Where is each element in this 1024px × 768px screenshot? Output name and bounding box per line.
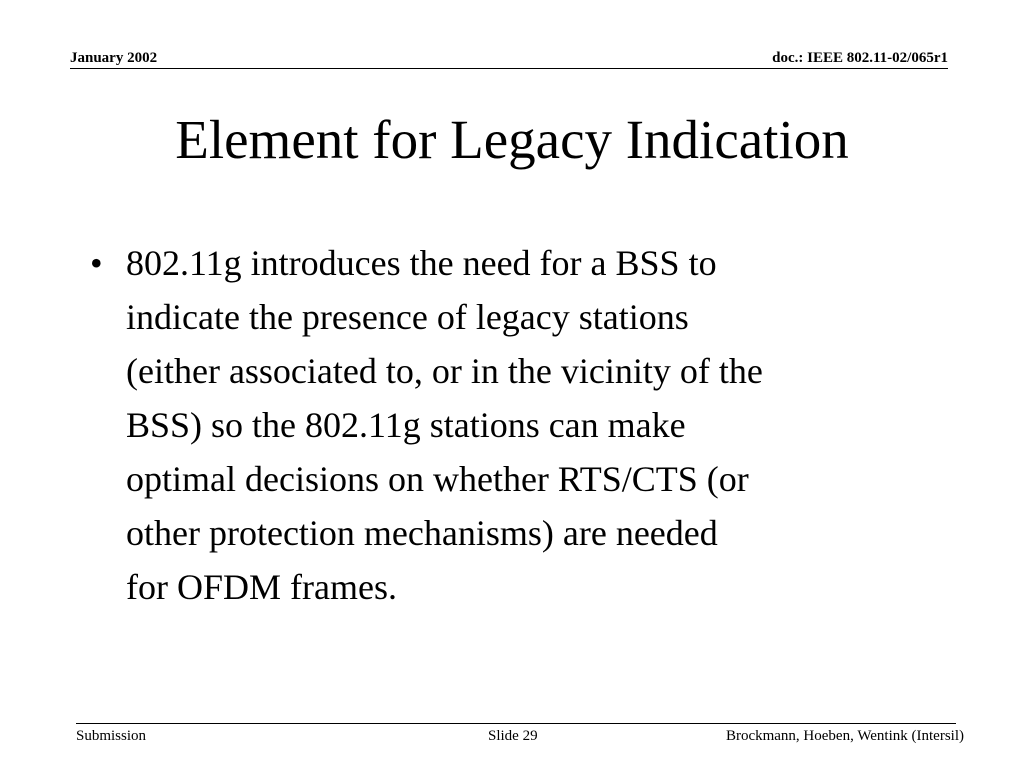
bullet-item [90, 236, 950, 614]
bullet-list [90, 236, 950, 614]
footer-divider [76, 723, 956, 724]
bullet-text-line: BSS) so the 802.11g stations can make [126, 405, 686, 445]
footer-authors: Brockmann, Hoeben, Wentink (Intersil) [725, 728, 964, 744]
bullet-text-line: for OFDM frames. [126, 567, 397, 607]
slide-title: Element for Legacy Indication [175, 109, 849, 170]
header-document-id: doc.: IEEE 802.11-02/065r1 [772, 50, 948, 66]
bullet-text-line: optimal decisions on whether RTS/CTS (or [126, 459, 749, 499]
header-divider [70, 68, 948, 69]
footer-submission-label: Submission [76, 728, 147, 744]
bullet-text-line: 802.11g introduces the need for a BSS to [126, 243, 717, 283]
bullet-text-line: other protection mechanisms) are needed [126, 513, 718, 553]
footer-slide-number: Slide 29 [488, 728, 538, 744]
bullet-text-line: (either associated to, or in the vicinity of the [126, 351, 763, 391]
bullet-text-line: indicate the presence of legacy stations [126, 297, 689, 337]
bullet-point-icon: • [90, 243, 103, 283]
header-date: January 2002 [70, 50, 158, 66]
bullet-text [126, 236, 950, 614]
